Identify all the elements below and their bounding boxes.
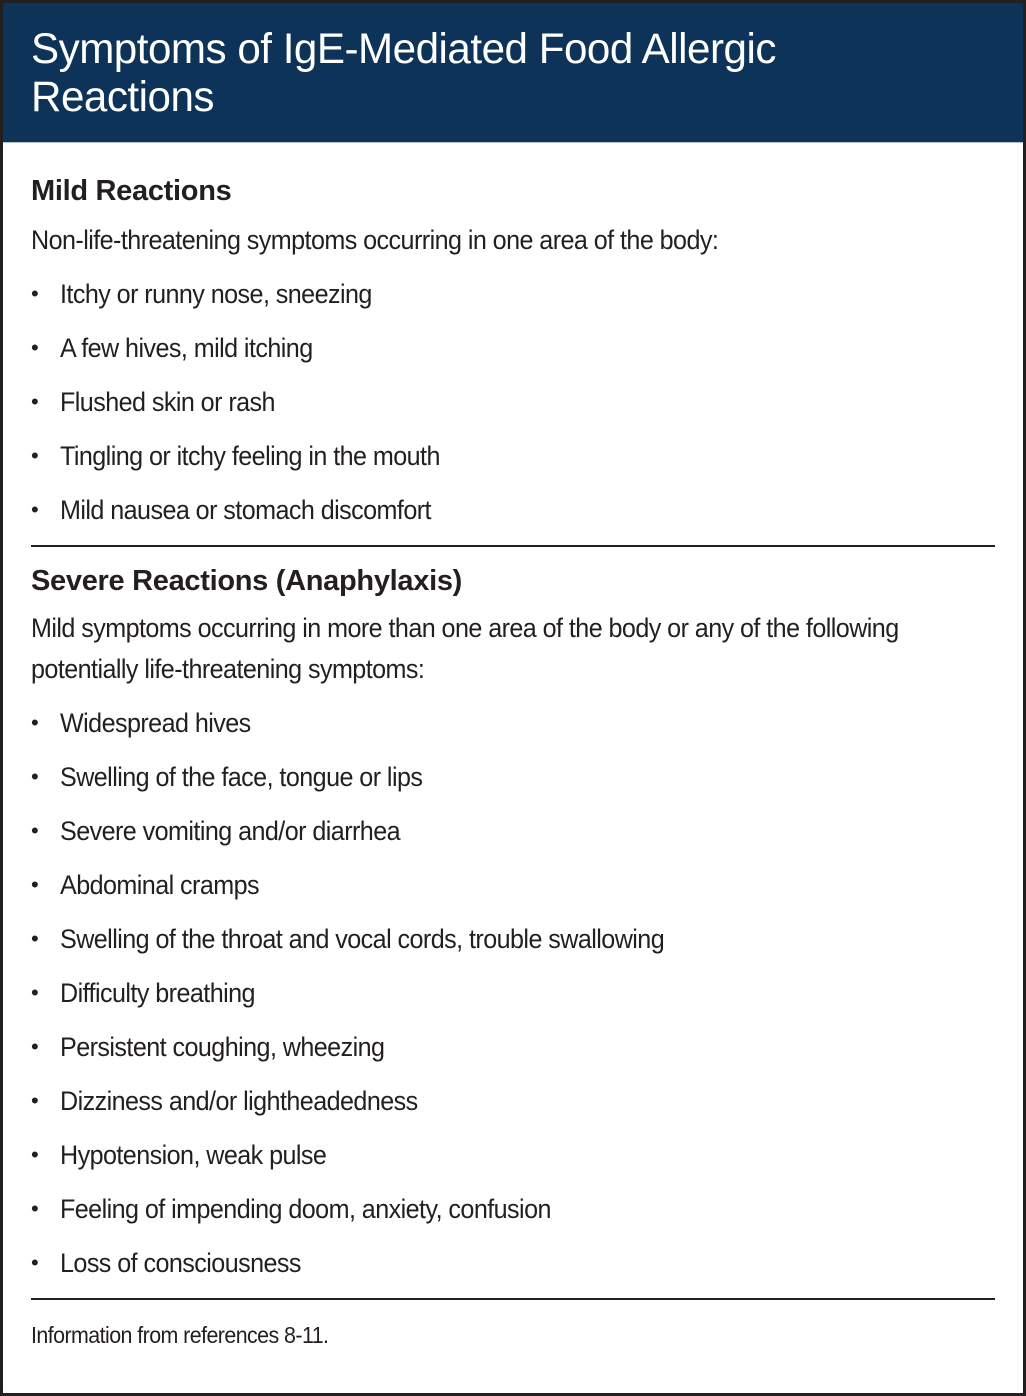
section-heading: Mild Reactions: [31, 175, 232, 207]
list-item: [31, 804, 995, 858]
list-item: [31, 429, 995, 483]
list-item-text: Itchy or runny nose, sneezing: [60, 278, 372, 309]
bullet-icon: •: [31, 818, 39, 843]
list-item-text: Severe vomiting and/or diarrhea: [60, 815, 401, 846]
section-heading: Severe Reactions (Anaphylaxis): [31, 565, 463, 597]
bullet-icon: •: [31, 926, 39, 951]
list-item-text: Tingling or itchy feeling in the mouth: [60, 440, 440, 471]
bullet-icon: •: [31, 389, 39, 414]
bullet-icon: •: [31, 1142, 39, 1167]
bullet-icon: •: [31, 443, 39, 468]
list-item: [31, 750, 995, 804]
list-item: [31, 1236, 995, 1290]
list-item-text: Difficulty breathing: [60, 977, 255, 1008]
list-item: [31, 966, 995, 1020]
list-item-text: Swelling of the face, tongue or lips: [60, 761, 423, 792]
title-banner: [3, 3, 1023, 143]
list-item: [31, 858, 995, 912]
list-item: [31, 1128, 995, 1182]
list-item-text: Feeling of impending doom, anxiety, confusion: [60, 1193, 551, 1224]
list-item-text: Mild nausea or stomach discomfort: [60, 494, 431, 525]
list-item: [31, 375, 995, 429]
symptom-list: [31, 267, 995, 537]
list-item: [31, 1182, 995, 1236]
list-item-text: A few hives, mild itching: [60, 332, 313, 363]
title-line-1: Symptoms of IgE-Mediated Food Allergic: [31, 25, 776, 73]
bullet-icon: •: [31, 1196, 39, 1221]
footer-divider: [31, 1298, 995, 1300]
list-item-text: Abdominal cramps: [60, 869, 260, 900]
section-divider: [31, 545, 995, 547]
list-item: [31, 321, 995, 375]
list-item: [31, 483, 995, 537]
list-item: [31, 1074, 995, 1128]
list-item-text: Flushed skin or rash: [60, 386, 275, 417]
bullet-icon: •: [31, 710, 39, 735]
page-title: [31, 25, 976, 121]
section-intro: Non-life-threatening symptoms occurring in one area of the body:: [31, 225, 719, 255]
list-item: [31, 912, 995, 966]
bullet-icon: •: [31, 335, 39, 360]
section-mild-reactions: [31, 175, 995, 537]
bullet-icon: •: [31, 497, 39, 522]
bullet-icon: •: [31, 281, 39, 306]
list-item-text: Loss of consciousness: [60, 1247, 301, 1278]
content-area: [3, 175, 1023, 1349]
bullet-icon: •: [31, 872, 39, 897]
list-item-text: Dizziness and/or lightheadedness: [60, 1085, 418, 1116]
symptom-list: [31, 696, 995, 1290]
list-item-text: Persistent coughing, wheezing: [60, 1031, 385, 1062]
bullet-icon: •: [31, 980, 39, 1005]
list-item: [31, 1020, 995, 1074]
list-item: [31, 696, 995, 750]
bullet-icon: •: [31, 1034, 39, 1059]
section-severe-reactions: [31, 565, 995, 1290]
bullet-icon: •: [31, 1088, 39, 1113]
bullet-icon: •: [31, 764, 39, 789]
list-item: [31, 267, 995, 321]
references-footnote: Information from references 8-11.: [31, 1322, 329, 1348]
bullet-icon: •: [31, 1250, 39, 1275]
section-intro: Mild symptoms occurring in more than one area of the body or any of the following potentially life-threatening symptoms:: [31, 613, 899, 684]
list-item-text: Widespread hives: [60, 707, 251, 738]
list-item-text: Swelling of the throat and vocal cords, trouble swallowing: [60, 923, 665, 954]
list-item-text: Hypotension, weak pulse: [60, 1139, 327, 1170]
title-line-2: Reactions: [31, 73, 214, 121]
